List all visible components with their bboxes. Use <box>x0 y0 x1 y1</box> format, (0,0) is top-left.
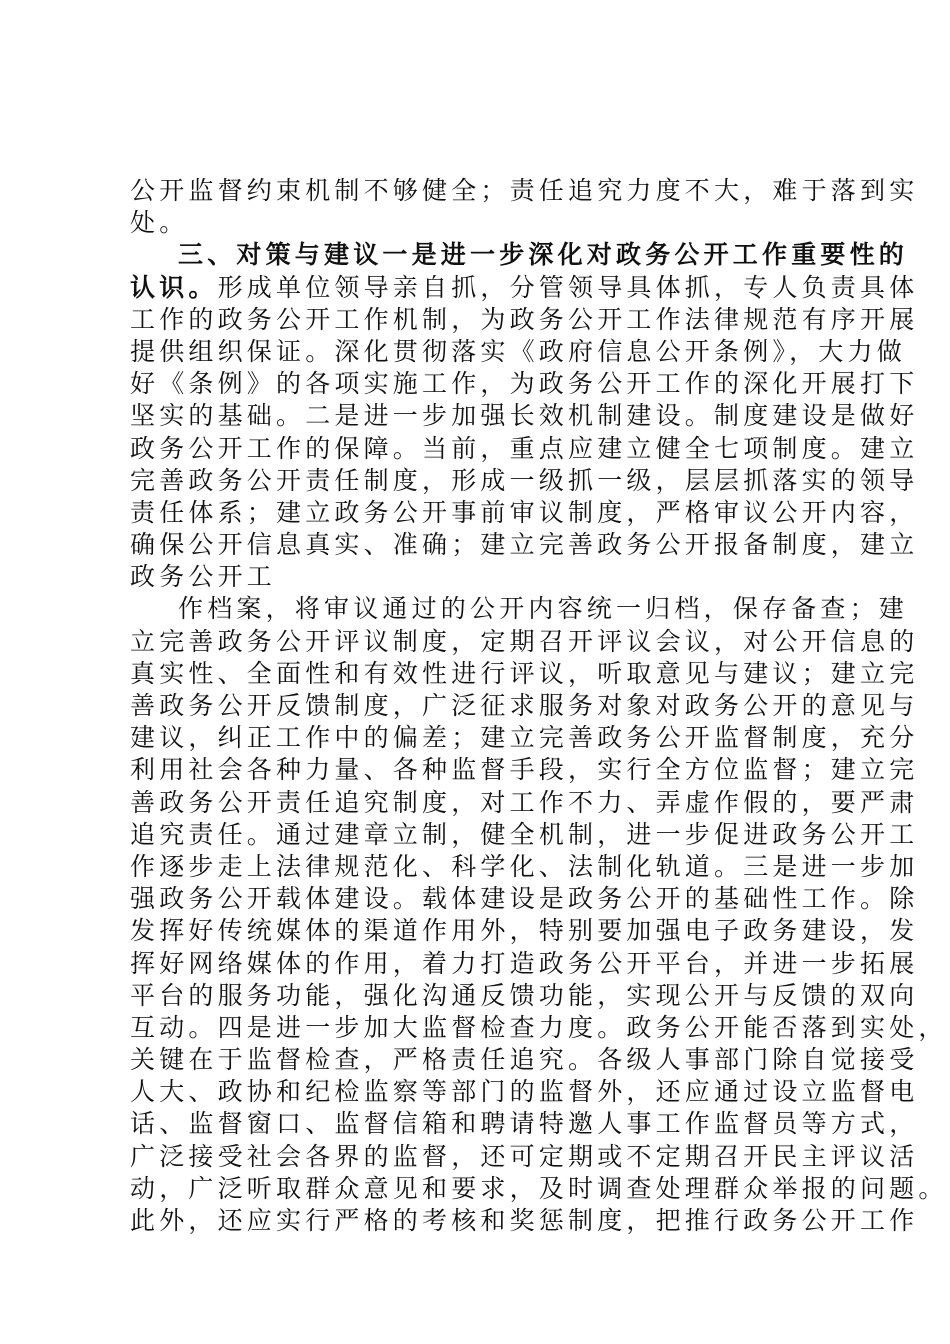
text-line: 善政务公开反馈制度，广泛征求服务对象对政务公开的意见与 <box>130 691 919 720</box>
text-line: 确保公开信息真实、准确；建立完善政务公开报备制度，建立 <box>130 530 919 560</box>
text-line: 提供组织保证。深化贯彻落实《政府信息公开条例》，大力做 <box>130 336 906 366</box>
text-line: 坚实的基础。二是进一步加强长效机制建设。制度建设是做好 <box>130 401 919 431</box>
text-line: 善政务公开责任追究制度，对工作不力、弄虚作假的，要严肃 <box>130 787 919 817</box>
text-line: 动，广泛听取群众意见和要求，及时调查处理群众举报的问题。 <box>130 1173 948 1203</box>
section-heading: 三、对策与建议一是进一步深化对政务公开工作重要性的 <box>178 240 909 270</box>
text-run: 形成单位领导亲自抓，分管领导具体抓，专人负责具体 <box>217 272 919 302</box>
text-line: 平台的服务功能，强化沟通反馈功能，实现公开与反馈的双向 <box>130 980 919 1010</box>
text-line: 此外，还应实行严格的考核和奖惩制度，把推行政务公开工作 <box>130 1206 919 1235</box>
text-line: 好《条例》的各项实施工作，为政务公开工作的深化开展打下 <box>130 369 919 399</box>
text-line: 人大、政协和纪检监察等部门的监督外，还应通过设立监督电 <box>130 1077 919 1107</box>
section-heading-tail: 认识。 <box>130 272 218 302</box>
text-line <box>130 272 919 304</box>
text-line: 关键在于监督检查，严格责任追究。各级人事部门除自觉接受 <box>130 1045 919 1075</box>
text-line: 发挥好传统媒体的渠道作用外，特别要加强电子政务建设，发 <box>130 916 919 946</box>
text-line: 责任体系；建立政务公开事前审议制度，严格审议公开内容， <box>130 497 919 527</box>
text-line: 作逐步走上法律规范化、科学化、法制化轨道。三是进一步加 <box>130 851 919 881</box>
paragraph-start-line: 作档案，将审议通过的公开内容统一归档，保存备查；建 <box>178 594 909 624</box>
text-line: 立完善政务公开评议制度，定期召开评议会议，对公开信息的 <box>130 626 919 656</box>
text-line: 真实性、全面性和有效性进行评议，听取意见与建议；建立完 <box>130 658 919 688</box>
text-line: 互动。四是进一步加大监督检查力度。政务公开能否落到实处， <box>130 1012 948 1042</box>
text-line: 公开监督约束机制不够健全；责任追究力度不大，难于落到实 <box>130 176 919 205</box>
text-line: 建议，纠正工作中的偏差；建立完善政务公开监督制度，充分 <box>130 723 919 753</box>
text-line: 广泛接受社会各界的监督，还可定期或不定期召开民主评议活 <box>130 1141 919 1171</box>
text-line: 强政务公开载体建设。载体建设是政务公开的基础性工作。除 <box>130 884 919 914</box>
section-heading-line <box>130 239 909 271</box>
text-line: 利用社会各种力量、各种监督手段，实行全方位监督；建立完 <box>130 755 919 785</box>
text-line: 政务公开工作的保障。当前，重点应建立健全七项制度。建立 <box>130 433 919 463</box>
text-line: 工作的政务公开工作机制，为政务公开工作法律规范有序开展 <box>130 304 919 334</box>
text-line: 挥好网络媒体的作用，着力打造政务公开平台，并进一步拓展 <box>130 948 919 978</box>
text-line: 处。 <box>130 208 189 238</box>
text-line: 政务公开工 <box>130 562 277 592</box>
text-line: 完善政务公开责任制度，形成一级抓一级，层层抓落实的领导 <box>130 465 919 495</box>
text-line: 话、监督窗口、监督信箱和聘请特邀人事工作监督员等方式， <box>130 1109 919 1139</box>
text-line: 追究责任。通过建章立制，健全机制，进一步促进政务公开工 <box>130 819 919 849</box>
body-text <box>130 175 948 1237</box>
